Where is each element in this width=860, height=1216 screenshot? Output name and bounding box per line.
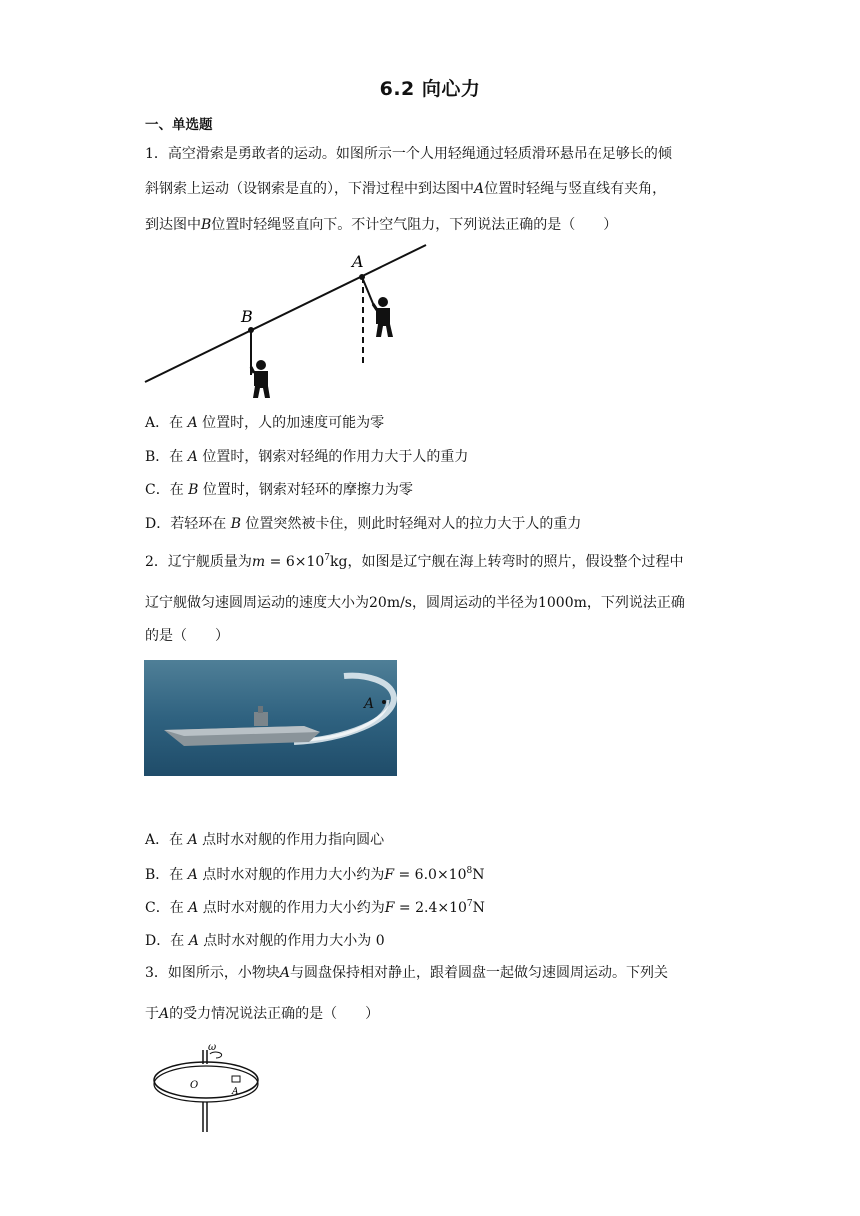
label-A3: A [232, 1087, 239, 1097]
label-B: B [241, 307, 253, 326]
q1-line-2: 斜钢索上运动（设钢索是直的），下滑过程中到达图中A位置时轻绳与竖直线有夹角， [145, 181, 667, 197]
label-omega: ω [208, 1042, 217, 1053]
zipline-figure [140, 240, 440, 400]
page-title: 6.2 向心力 [379, 78, 481, 100]
q2-option-b[interactable]: B．在 A 点时水对舰的作用力大小约为$F = 6.0\times 10^8N$ [145, 866, 485, 883]
section-heading: 一、单选题 [145, 117, 213, 133]
q2-option-c[interactable]: C．在 A 点时水对舰的作用力大小约为$F = 2.4\times 10^7N$ [145, 899, 485, 916]
carrier-photo [144, 660, 397, 776]
q1-option-a[interactable]: A．在 A 位置时，人的加速度可能为零 [145, 415, 385, 431]
label-O: O [190, 1080, 199, 1091]
disk-figure [150, 1040, 265, 1136]
q1-option-d[interactable]: D．若轻环在 B 位置突然被卡住，则此时轻绳对人的拉力大于人的重力 [145, 516, 582, 532]
q2-option-d[interactable]: D．在 A 点时水对舰的作用力大小为 0 [145, 933, 385, 949]
q2-line-3: 的是（ ） [145, 628, 229, 644]
label-A: A [352, 252, 364, 271]
person-at-A [362, 277, 393, 337]
photo-label-A: A [364, 696, 375, 712]
q3-line-1: 3．如图所示，小物块A与圆盘保持相对静止，跟着圆盘一起做匀速圆周运动。下列关 [145, 965, 669, 981]
person-at-B [251, 330, 270, 398]
q3-line-2: 于A的受力情况说法正确的是（ ） [145, 1006, 380, 1022]
q1-option-c[interactable]: C．在 B 位置时，钢索对轻环的摩擦力为零 [145, 482, 413, 498]
q1-line-1: 1．高空滑索是勇敢者的运动。如图所示一个人用轻绳通过轻质滑环悬吊在足够长的倾 [145, 146, 672, 162]
q1-option-b[interactable]: B．在 A 位置时，钢索对轻绳的作用力大于人的重力 [145, 449, 469, 465]
q2-option-a[interactable]: A．在 A 点时水对舰的作用力指向圆心 [145, 832, 385, 848]
q2-line-1: 2．辽宁舰质量为$m = 6\times 10^7kg$，如图是辽宁舰在海上转弯时的照片，假设整个过程中 [145, 553, 684, 570]
disk [154, 1062, 258, 1098]
q2-line-2: 辽宁舰做匀速圆周运动的速度大小为20m/s，圆周运动的半径为1000m，下列说法正确 [145, 595, 685, 611]
q1-line-3: 到达图中B位置时轻绳竖直向下。不计空气阻力，下列说法正确的是（ ） [145, 217, 618, 233]
block-A [232, 1076, 240, 1082]
